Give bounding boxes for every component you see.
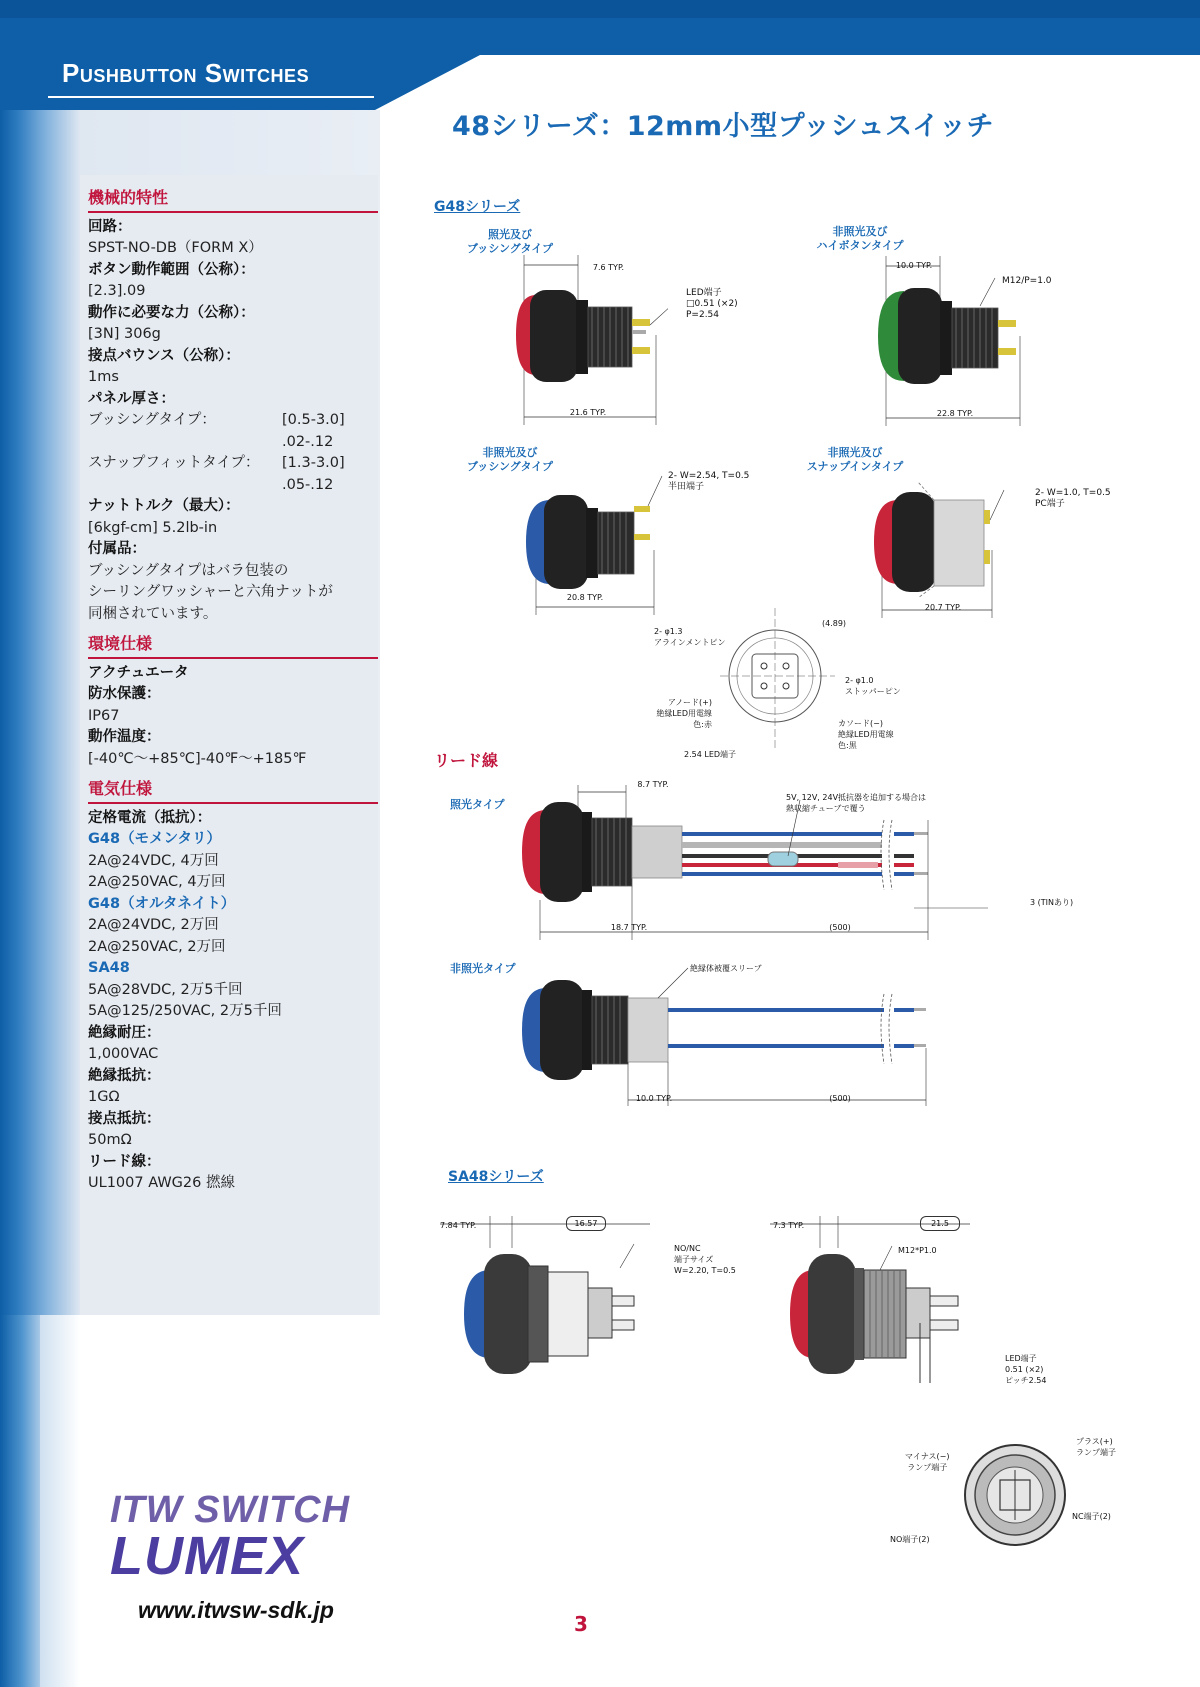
dim-label: (4.89) xyxy=(822,619,847,628)
dim-label: 10.0 TYP. xyxy=(635,1094,673,1103)
elec-rule xyxy=(88,802,378,804)
note-line: ランプ端子 xyxy=(907,1463,948,1472)
sa48-label: SA48 xyxy=(88,960,130,976)
note-line: NO/NC xyxy=(674,1244,701,1253)
note-line: ランプ端子 xyxy=(1076,1448,1116,1457)
dim-label: 20.8 TYP. xyxy=(566,593,604,602)
dim-label: 2.54 LED端子 xyxy=(684,750,737,759)
footer-url[interactable]: www.itwsw-sdk.jp xyxy=(138,1597,334,1623)
sa48-v1: 5A@28VDC, 2万5千回 xyxy=(88,981,243,998)
note xyxy=(668,471,749,493)
dim-label: 7.3 TYP. xyxy=(773,1221,805,1230)
bounce-label: 接点バウンス（公称）： xyxy=(88,347,240,364)
caption-line: ブッシングタイプ xyxy=(467,460,553,473)
page-title: 48シリーズ：12mm小型プッシュスイッチ xyxy=(452,111,995,142)
caption-line: スナップインタイプ xyxy=(806,460,904,473)
dielectric-value: 1,000VAC xyxy=(88,1046,159,1062)
note-line: 絶縁LED用電線 xyxy=(838,730,894,739)
travel-label: ボタン動作範囲（公称）： xyxy=(88,261,255,278)
header-banner xyxy=(0,0,1200,110)
note-line: W=2.20, T=0.5 xyxy=(674,1266,736,1275)
env-rule xyxy=(88,657,378,659)
note-line: ピッチ2.54 xyxy=(1005,1376,1047,1385)
g48-momentary-v1: 2A@24VDC, 4万回 xyxy=(88,852,219,869)
dim-label: 7.84 TYP. xyxy=(440,1221,477,1230)
page-number: 3 xyxy=(574,1612,588,1636)
torque-label: ナットトルク（最大）： xyxy=(88,498,240,514)
caption-line: 照光及び xyxy=(488,228,532,241)
note-line: 2- φ1.0 xyxy=(845,676,874,685)
dim-label: 18.7 TYP. xyxy=(610,923,648,932)
dim-label: 20.7 TYP. xyxy=(924,603,962,612)
elec-heading: 電気仕様 xyxy=(88,779,153,798)
note-line: PC端子 xyxy=(1035,499,1065,509)
note-line: 絶縁LED用電線 xyxy=(656,709,712,718)
circuit-label: 回路： xyxy=(88,218,132,235)
note: NO端子(2) xyxy=(890,1535,930,1544)
note xyxy=(1076,1436,1116,1458)
mech-heading: 機械的特性 xyxy=(88,188,169,207)
g48-alternate-v1: 2A@24VDC, 2万回 xyxy=(88,917,219,933)
note-line: 0.51 (×2) xyxy=(1005,1365,1044,1374)
accessory-line: 同梱されています。 xyxy=(88,605,218,622)
switch-drawing-lit-bushing xyxy=(508,255,668,430)
note-line: アノード(+) xyxy=(667,698,712,707)
temp-value: [-40℃〜+85℃]-40℉〜+185℉ xyxy=(88,750,307,767)
travel-value: [2.3].09 xyxy=(88,283,146,299)
spec-panel xyxy=(80,175,378,1315)
note xyxy=(905,1451,949,1473)
note-line: 2- φ1.3 xyxy=(654,627,683,636)
note-line: カソード(−) xyxy=(838,719,883,728)
env-heading: 環境仕様 xyxy=(88,634,153,653)
note xyxy=(1035,488,1111,510)
note-line: 半田端子 xyxy=(668,482,705,492)
lit-type-label: 照光タイプ xyxy=(450,798,505,811)
unlit-type-label: 非照光タイプ xyxy=(450,962,516,975)
caption-line: ブッシングタイプ xyxy=(467,242,553,255)
bounce-value: 1ms xyxy=(88,369,119,385)
dim-label: 10.0 TYP. xyxy=(895,261,933,270)
sa48-right-drawing xyxy=(770,1208,1010,1398)
bushing-v2: .02-.12 xyxy=(282,433,334,450)
dim-label: 22.8 TYP. xyxy=(936,409,974,418)
g48-momentary-label: G48（モメンタリ） xyxy=(88,831,221,847)
note xyxy=(838,718,894,751)
caption-line: ハイボタンタイプ xyxy=(816,239,904,252)
lead-wire-lit-drawing xyxy=(518,780,1018,940)
bushing-v1: [0.5-3.0] xyxy=(282,412,345,428)
note xyxy=(640,697,712,730)
lead-label: リード線： xyxy=(88,1153,161,1170)
mech-rule xyxy=(88,211,378,213)
caption-line: 非照光及び xyxy=(482,446,538,459)
company-logo xyxy=(110,1489,400,1586)
note-line: P=2.54 xyxy=(686,310,720,320)
bushing-type: ブッシングタイプ： xyxy=(88,412,216,428)
lead-heading: リード線 xyxy=(434,751,499,770)
note-line: 2- W=1.0, T=0.5 xyxy=(1035,488,1111,498)
note-line: アラインメントピン xyxy=(654,638,726,647)
dim-label: 21.6 TYP. xyxy=(569,408,607,417)
g48-alternate-label: G48（オルタネイト） xyxy=(88,895,236,912)
g48-alternate-v2: 2A@250VAC, 2万回 xyxy=(88,938,226,955)
note: NC端子(2) xyxy=(1072,1512,1111,1521)
protect-label: 防水保護： xyxy=(88,686,161,702)
note-line: 端子サイズ xyxy=(674,1255,714,1264)
note-line: 2- W=2.54, T=0.5 xyxy=(668,471,750,481)
note-line: ストッパーピン xyxy=(845,687,901,696)
note-line: マイナス(−) xyxy=(905,1452,950,1461)
note-line: LED端子 xyxy=(1005,1354,1037,1363)
note-line: 色:赤 xyxy=(693,720,712,729)
dim-label: 16.57 xyxy=(566,1216,606,1231)
sidebar-fade xyxy=(40,1315,80,1687)
dielectric-label: 絶縁耐圧： xyxy=(88,1024,161,1041)
insulation-value: 1GΩ xyxy=(88,1089,120,1105)
accessory-line: ブッシングタイプはバラ包装の xyxy=(88,562,289,579)
diagram-caption xyxy=(450,228,570,256)
sa48-heading: SA48シリーズ xyxy=(448,1169,544,1185)
actuator-label: アクチュエータ xyxy=(88,664,189,681)
circuit-value: SPST-NO-DB（FORM X） xyxy=(88,240,263,256)
contact-label: 接点抵抗： xyxy=(88,1110,161,1127)
note: 絶縁体被覆スリーブ xyxy=(690,964,762,973)
sa48-back-view xyxy=(960,1440,1070,1550)
sa48-v2: 5A@125/250VAC, 2万5千回 xyxy=(88,1003,282,1019)
dim-label: 3 (TINあり) xyxy=(1030,898,1074,907)
panel-label: パネル厚さ： xyxy=(88,390,175,407)
dim-label: (500) xyxy=(829,923,851,932)
switch-drawing-snap-in xyxy=(870,470,1020,620)
force-value: [3N] 306g xyxy=(88,326,161,342)
sa48-left-drawing xyxy=(440,1208,650,1378)
logo-line1: ITW SWITCH xyxy=(110,1489,351,1531)
note-line: 色:黒 xyxy=(838,741,857,750)
protect-value: IP67 xyxy=(88,707,120,724)
contact-value: 50mΩ xyxy=(88,1132,132,1148)
sidebar-stripe xyxy=(0,1315,40,1687)
note: M12*P1.0 xyxy=(898,1246,937,1255)
note xyxy=(1005,1353,1047,1386)
note-line: LED端子 xyxy=(686,288,722,298)
rating-label: 定格電流（抵抗）： xyxy=(88,809,212,826)
accessory-line: シーリングワッシャーと六角ナットが xyxy=(88,584,333,600)
dim-label: 21.5 xyxy=(920,1216,960,1231)
accessory-label: 付属品： xyxy=(88,541,146,557)
section-title: Pushbutton Switches xyxy=(62,58,310,88)
note xyxy=(845,675,901,697)
temp-label: 動作温度： xyxy=(88,729,161,745)
dim-label: 8.7 TYP. xyxy=(637,780,669,789)
back-view-drawing xyxy=(720,608,840,748)
dim-label: (500) xyxy=(829,1094,851,1103)
note-line: 熱収縮チューブで覆う xyxy=(786,804,866,813)
lead-wire-unlit-drawing xyxy=(518,958,1018,1108)
caption-line: 非照光及び xyxy=(832,225,888,238)
diagram-caption xyxy=(800,225,920,253)
note xyxy=(686,288,738,321)
note-line: □0.51 (×2) xyxy=(686,299,738,309)
note xyxy=(674,1243,736,1276)
note: M12/P=1.0 xyxy=(1002,276,1052,286)
g48-heading: G48シリーズ xyxy=(434,199,521,215)
torque-value: [6kgf-cm] 5.2lb-in xyxy=(88,519,218,536)
insulation-label: 絶縁抵抗： xyxy=(88,1067,161,1084)
note-line: プラス(+) xyxy=(1076,1437,1113,1446)
header-underline xyxy=(48,96,374,98)
note xyxy=(654,626,726,648)
force-label: 動作に必要な力（公称）： xyxy=(88,304,255,321)
lead-value: UL1007 AWG26 撚線 xyxy=(88,1175,235,1191)
logo-line2: LUMEX xyxy=(110,1526,304,1586)
note-line: 5V, 12V, 24V抵抗器を追加する場合は xyxy=(786,793,927,802)
g48-momentary-v2: 2A@250VAC, 4万回 xyxy=(88,874,226,890)
note xyxy=(786,792,926,814)
snap-v2: .05-.12 xyxy=(282,476,334,493)
snap-type: スナップフィットタイプ： xyxy=(88,455,260,471)
snap-v1: [1.3-3.0] xyxy=(282,455,345,471)
caption-line: 非照光及び xyxy=(827,446,883,459)
dim-label: 7.6 TYP. xyxy=(592,263,625,272)
